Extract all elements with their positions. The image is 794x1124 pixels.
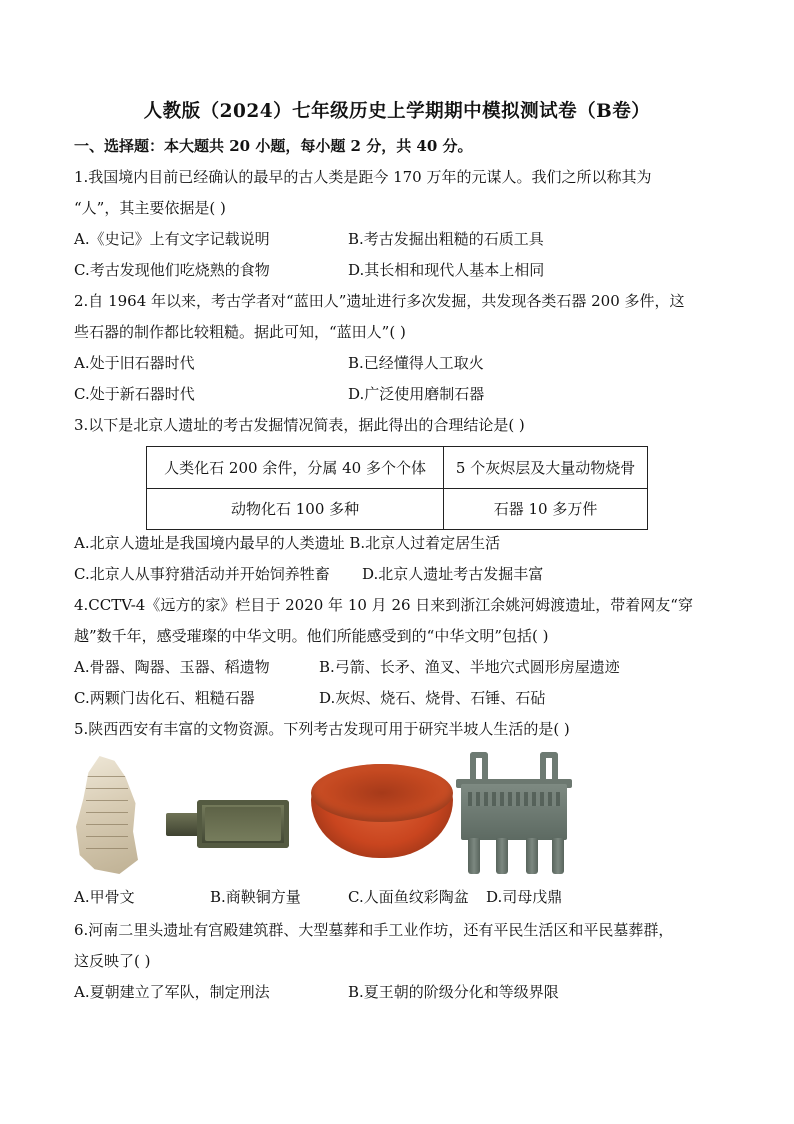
bronze-measure-inner (205, 807, 281, 841)
ding-handle-right (540, 752, 558, 782)
ding-handle-left (470, 752, 488, 782)
table-cell: 人类化石 200 余件，分属 40 多个个体 (147, 447, 444, 489)
ding-leg (496, 838, 508, 874)
q2-option-d: D.广泛使用磨制石器 (348, 385, 485, 403)
section-heading: 一、选择题：本大题共 20 小题，每小题 2 分，共 40 分。 (74, 137, 473, 155)
q4-stem-line1: 4.CCTV-4《远方的家》栏目于 2020 年 10 月 26 日来到浙江余姚河姆渡遗址，带着网友“穿 (74, 596, 693, 614)
q2-stem-line2: 些石器的制作都比较粗糙。据此可知，“蓝田人”( ) (74, 323, 406, 341)
q6-stem-line1: 6.河南二里头遗址有宫殿建筑群、大型墓葬和手工业作坊，还有平民生活区和平民墓葬群， (74, 921, 674, 939)
ding-leg (526, 838, 538, 874)
q3-option-d: D.北京人遗址考古发掘丰富 (362, 565, 544, 583)
q1-stem-line1: 1.我国境内目前已经确认的最早的古人类是距今 170 万年的元谋人。我们之所以称其为 (74, 168, 652, 186)
q2-stem-line1: 2.自 1964 年以来，考古学者对“蓝田人”遗址进行多次发掘，共发现各类石器 200 多件，这 (74, 292, 685, 310)
q4-option-a: A.骨器、陶器、玉器、稻遗物 (74, 658, 270, 676)
q2-option-a: A.处于旧石器时代 (74, 354, 195, 372)
ding-pattern-band (468, 792, 560, 806)
q3-option-a-b: A.北京人遗址是我国境内最早的人类遗址 B.北京人过着定居生活 (74, 534, 501, 552)
q3-stem: 3.以下是北京人遗址的考古发掘情况简表，据此得出的合理结论是( ) (74, 416, 525, 434)
table-cell: 动物化石 100 多种 (147, 488, 444, 530)
q6-option-a: A.夏朝建立了军队，制定刑法 (74, 983, 270, 1001)
oracle-bone-image (76, 756, 138, 874)
q5-stem: 5.陕西西安有丰富的文物资源。下列考古发现可用于研究半坡人生活的是( ) (74, 720, 570, 738)
q1-stem-line2: “人”，其主要依据是( ) (74, 199, 226, 217)
q1-option-a: A.《史记》上有文字记载说明 (74, 230, 270, 248)
q2-option-c: C.处于新石器时代 (74, 385, 195, 403)
q4-stem-line2: 越”数千年，感受璀璨的中华文明。他们所能感受到的“中华文明”包括( ) (74, 627, 549, 645)
q4-option-d: D.灰烬、烧石、烧骨、石锤、石砧 (319, 689, 546, 707)
q1-option-d: D.其长相和现代人基本上相同 (348, 261, 545, 279)
q5-option-a: A.甲骨文 (74, 888, 135, 906)
q6-stem-line2: 这反映了( ) (74, 952, 151, 970)
table-row (147, 447, 648, 489)
q1-option-c: C.考古发现他们吃烧熟的食物 (74, 261, 270, 279)
pottery-basin-rim (311, 764, 453, 822)
q4-option-b: B.弓箭、长矛、渔叉、半地穴式圆形房屋遗迹 (319, 658, 620, 676)
ding-leg (552, 838, 564, 874)
q5-option-c: C.人面鱼纹彩陶盆 (348, 888, 469, 906)
ding-leg (468, 838, 480, 874)
table-cell: 石器 10 多万件 (444, 488, 648, 530)
table-cell: 5 个灰烬层及大量动物烧骨 (444, 447, 648, 489)
q1-option-b: B.考古发掘出粗糙的石质工具 (348, 230, 544, 248)
exam-title: 人教版（2024）七年级历史上学期期中模拟测试卷（B卷） (143, 101, 651, 122)
q6-option-b: B.夏王朝的阶级分化和等级界限 (348, 983, 559, 1001)
q4-option-c: C.两颗门齿化石、粗糙石器 (74, 689, 255, 707)
table-row (147, 488, 648, 530)
q3-table (146, 446, 648, 530)
q5-option-b: B.商鞅铜方量 (210, 888, 301, 906)
q2-option-b: B.已经懂得人工取火 (348, 354, 484, 372)
q5-option-d: D.司母戊鼎 (486, 888, 563, 906)
q3-option-c: C.北京人从事狩猎活动并开始饲养牲畜 (74, 565, 330, 583)
